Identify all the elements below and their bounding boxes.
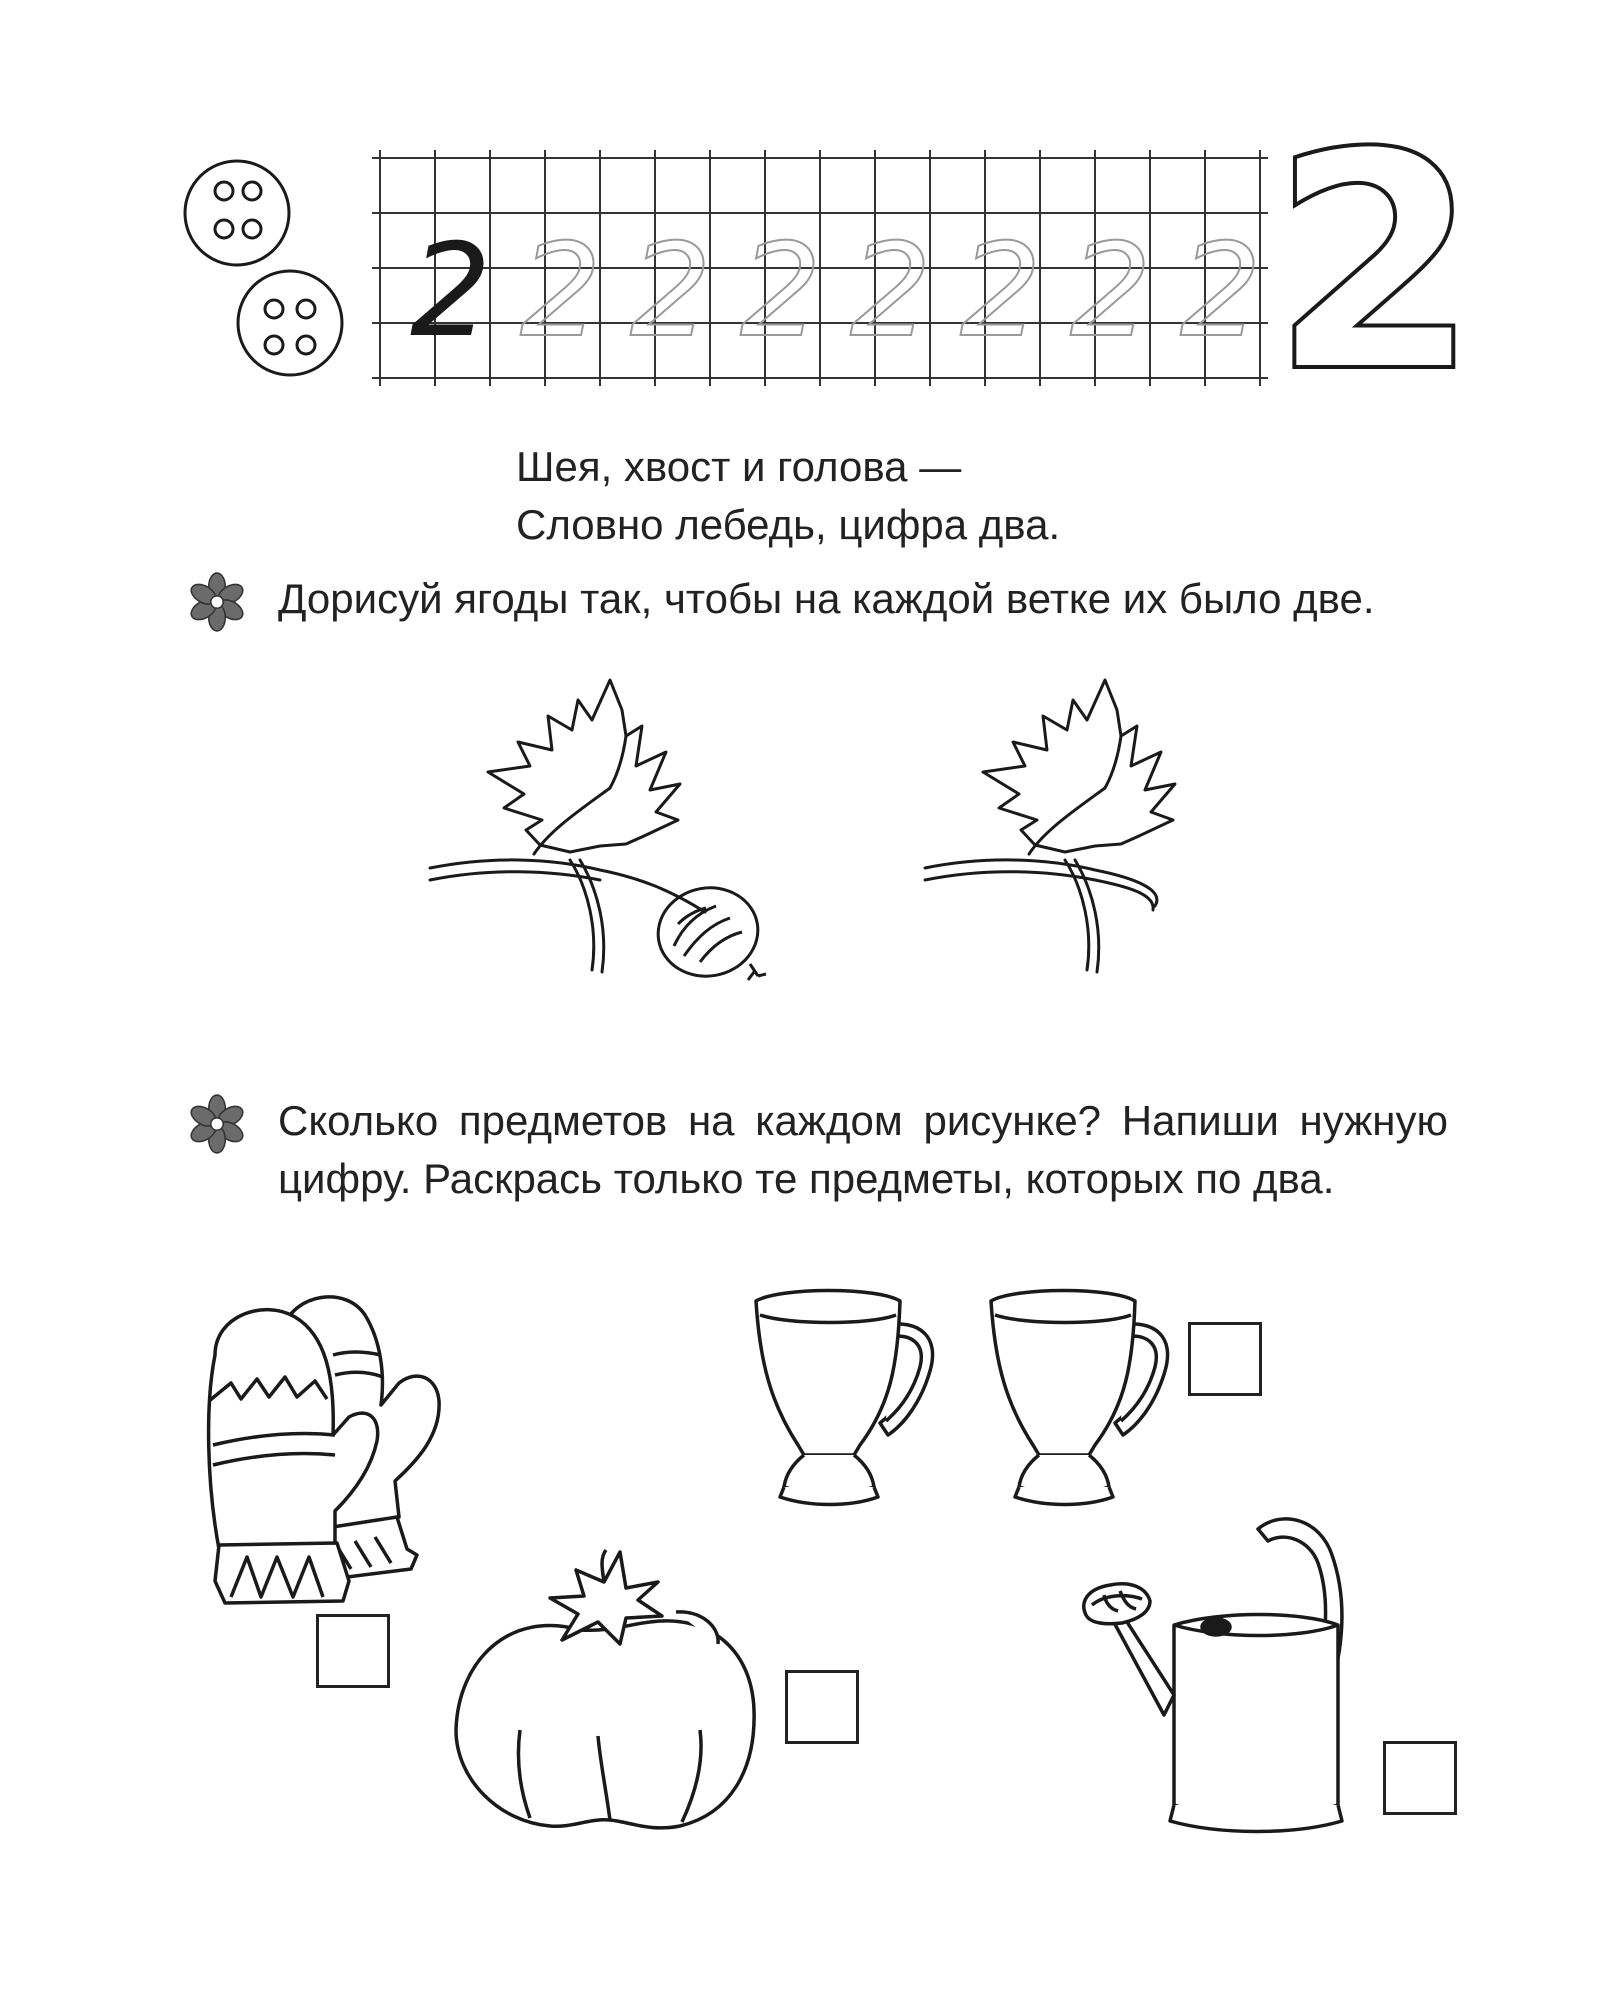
trace-digit: 2: [960, 217, 1042, 366]
poem-line: Шея, хвост и голова —: [516, 443, 962, 490]
trace-digit: 2: [520, 217, 602, 366]
trace-digit: 2: [740, 217, 822, 366]
flower-bullet-icon: [186, 1093, 248, 1155]
trace-digit: 2: [850, 217, 932, 366]
poem: [516, 438, 1216, 554]
answer-box[interactable]: [1188, 1322, 1262, 1396]
leaf-branch-icon: [925, 680, 1285, 1000]
answer-box[interactable]: [1383, 1741, 1457, 1815]
trace-digit: 2: [1180, 217, 1262, 366]
task-instruction: Дорисуй ягоды так, чтобы на каждой ветке их было две.: [278, 575, 1375, 622]
task-instruction: Сколько предметов на каждом рисунке? Напиши нужную цифру. Раскрась только те предметы, которых по два.: [278, 1097, 1448, 1202]
answer-box[interactable]: [785, 1670, 859, 1744]
trace-digit: 2: [1070, 217, 1152, 366]
trace-digit: 2: [630, 217, 712, 366]
tomato-icon: [450, 1540, 770, 1840]
buttons-icon: [180, 155, 380, 395]
svg-text:2: 2: [1270, 89, 1480, 438]
big-digit-outline: [1270, 89, 1480, 438]
answer-box[interactable]: [316, 1614, 390, 1688]
flower-bullet-icon: [186, 571, 248, 633]
gooseberry-icon: [650, 880, 780, 1000]
sample-digit: 2: [410, 217, 492, 366]
watering-can-icon: [1070, 1515, 1420, 1850]
mittens-icon: [185, 1285, 455, 1605]
writing-grid: [380, 150, 1260, 410]
cup-icon: [750, 1285, 950, 1510]
poem-line: Словно лебедь, цифра два.: [516, 501, 1061, 548]
cup-icon: [985, 1285, 1185, 1510]
